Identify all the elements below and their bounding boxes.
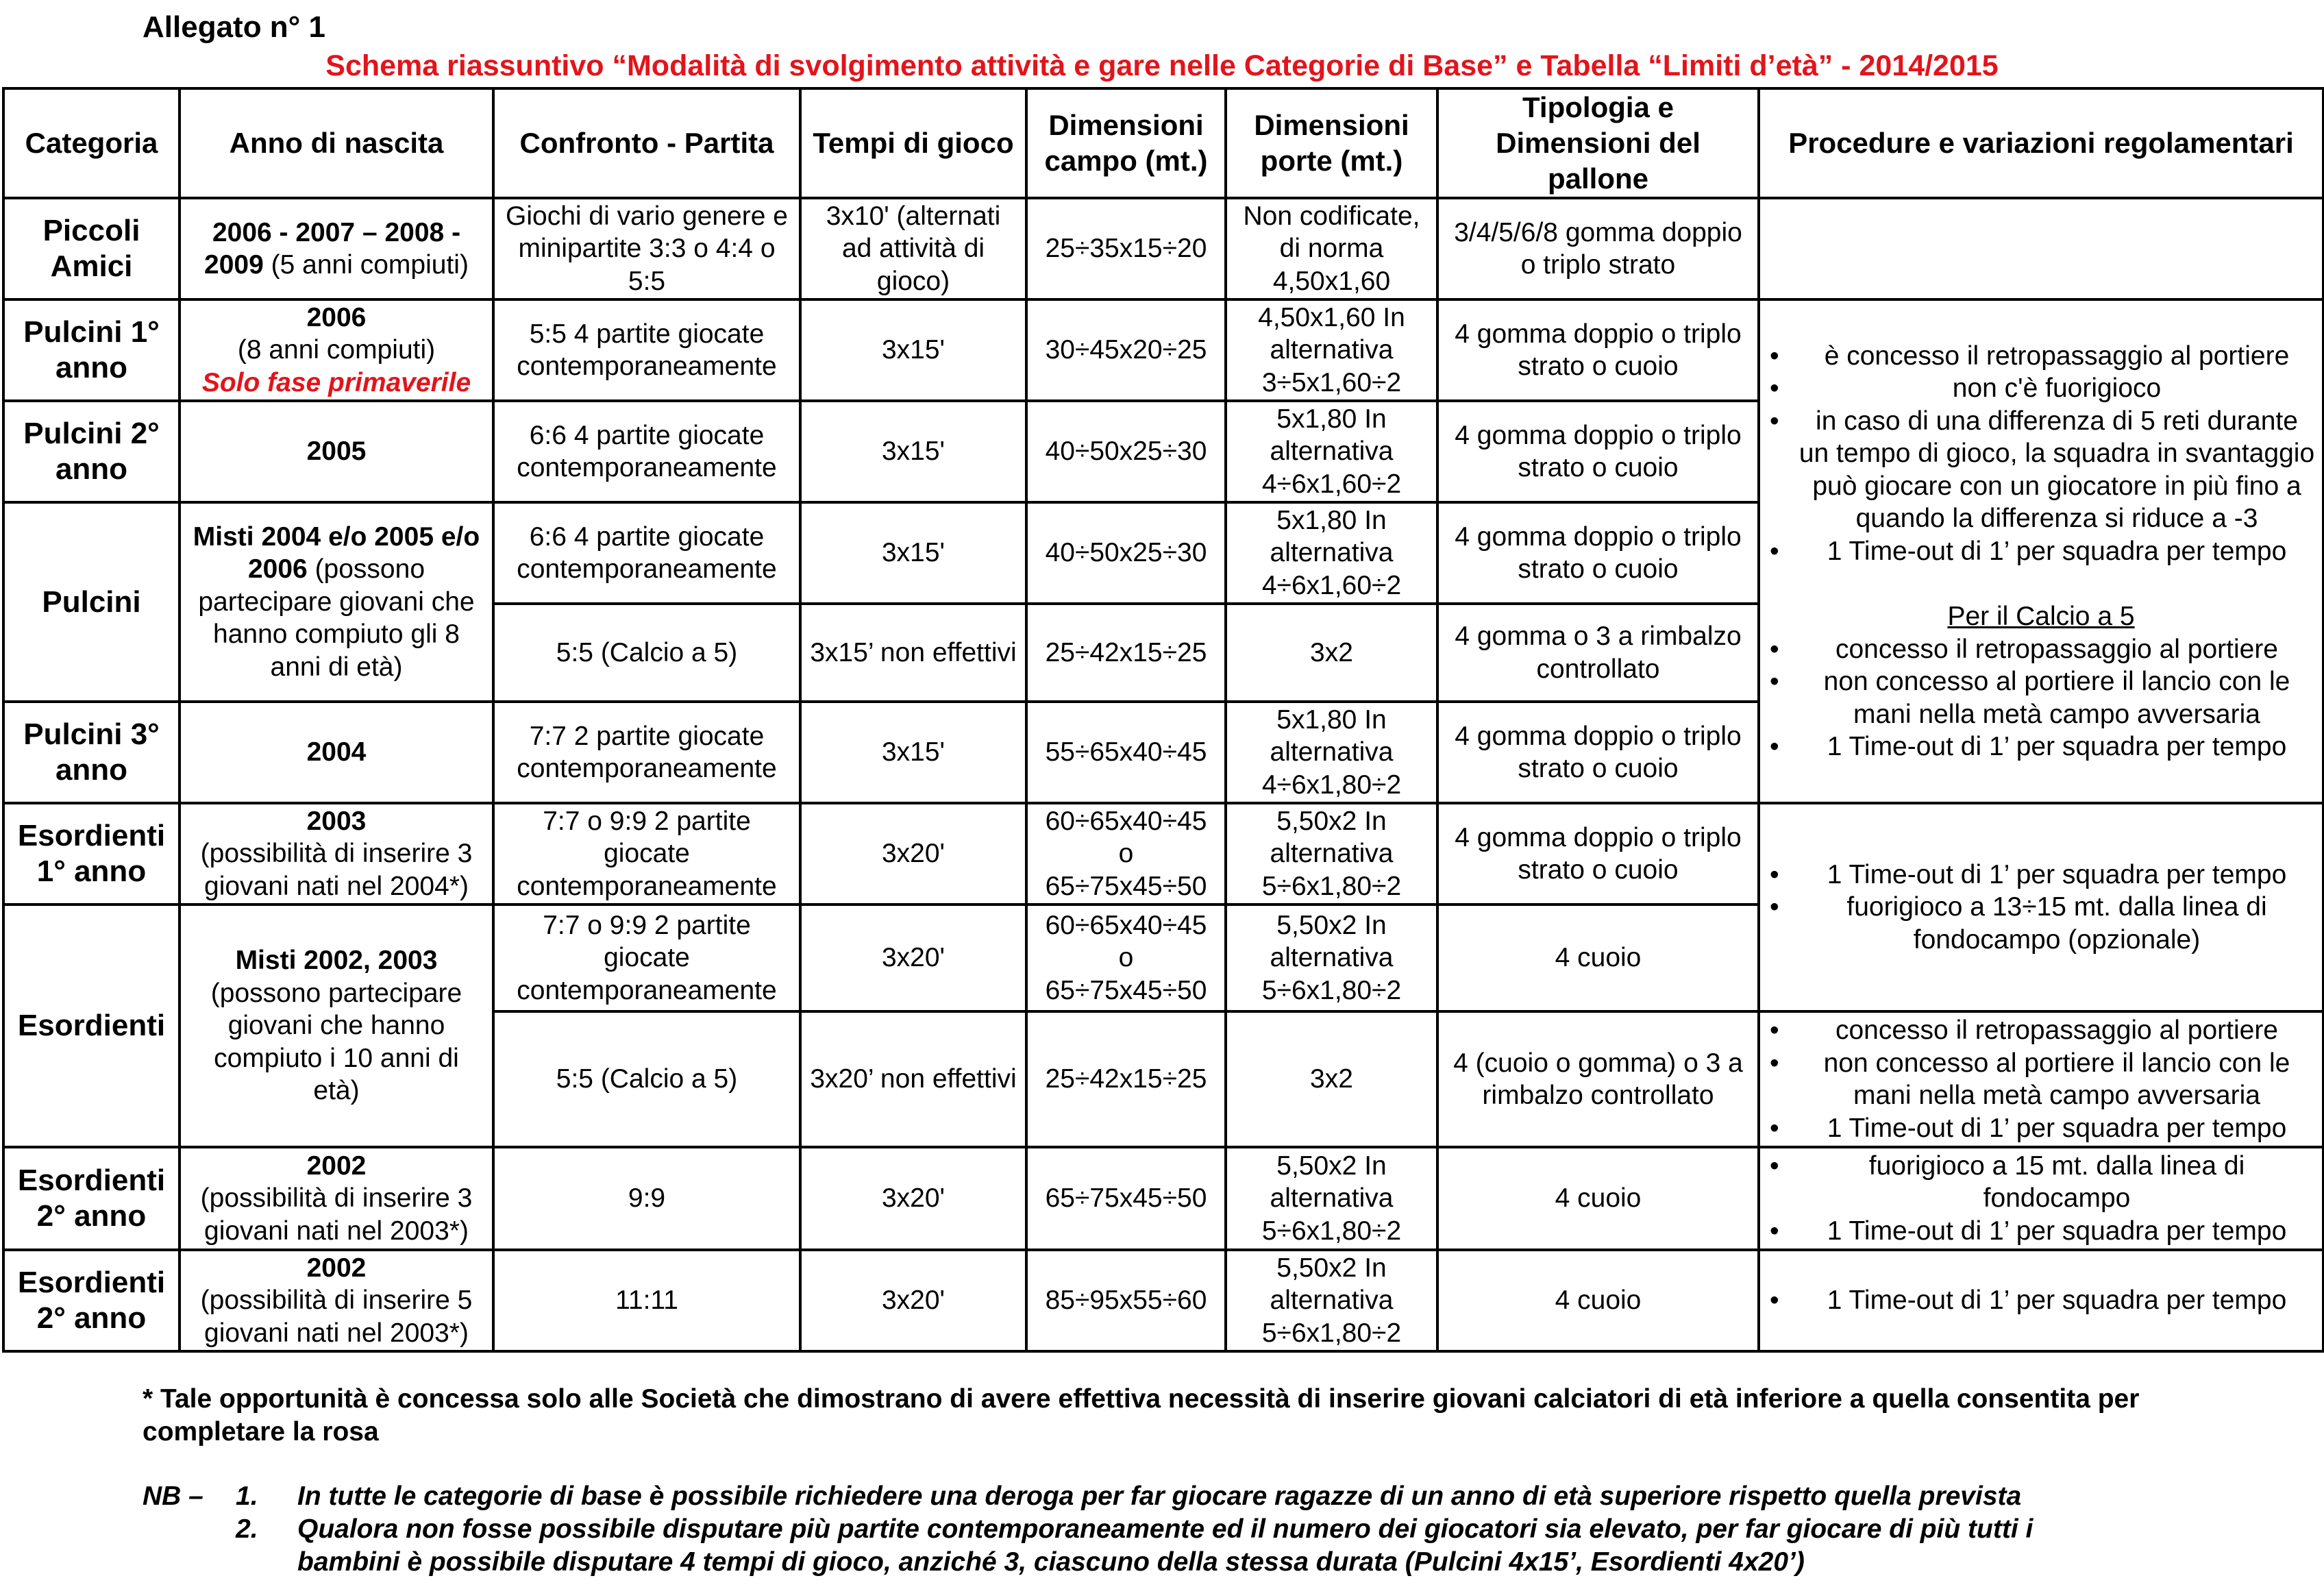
list-item: • non c'è fuorigioco — [1767, 372, 2315, 405]
cell-tempi: 3x20' — [800, 803, 1026, 905]
cell-porte: 4,50x1,60 In alternativa 3÷5x1,60÷2 — [1226, 299, 1437, 401]
cell-porte: 3x2 — [1226, 604, 1437, 702]
cell-anno — [180, 1250, 493, 1351]
cell-porte: 5,50x2 In alternativa 5÷6x1,80÷2 — [1226, 803, 1437, 905]
cell-tempi: 3x10' (alternati ad attività di gioco) — [800, 198, 1026, 299]
cell-campo: 60÷65x40÷45 o 65÷75x45÷50 — [1026, 803, 1226, 905]
table-row — [3, 1147, 2323, 1250]
nb-text: Qualora non fosse possibile disputare più partite contemporaneamente ed il numero dei giocatori sia elevato, per far giocare di più tutti i — [297, 1514, 2034, 1544]
cell-campo: 55÷65x40÷45 — [1026, 702, 1226, 803]
cell-pallone: 4 cuoio — [1437, 1147, 1759, 1250]
nb-text: In tutte le categorie di base è possibile richiedere una deroga per far giocare ragazze di un anno di età superiore rispetto quella prevista — [297, 1481, 2022, 1511]
procedure-list — [1767, 1284, 2315, 1317]
cell-campo: 60÷65x40÷45 o 65÷75x45÷50 — [1026, 905, 1226, 1011]
cell-confronto: 6:6 4 partite giocate contemporaneamente — [493, 502, 800, 604]
cell-campo: 25÷42x15÷25 — [1026, 604, 1226, 702]
list-item: • 1 Time-out di 1’ per squadra per tempo — [1767, 859, 2315, 891]
anno-years: 2006 — [306, 302, 367, 332]
header-campo: Dimensioni campo (mt.) — [1026, 88, 1226, 198]
cell-pallone: 4 gomma doppio o triplo strato o cuoio — [1437, 803, 1759, 905]
anno-note: (5 anni compiuti) — [263, 250, 469, 280]
cell-tempi: 3x15' — [800, 401, 1026, 502]
list-item: • 1 Time-out di 1’ per squadra per tempo — [1767, 535, 2315, 568]
list-item: • non concesso al portiere il lancio con le mani nella metà campo avversaria — [1767, 665, 2315, 730]
anno-years: 2006 - 2007 – 2008 - 2009 — [204, 217, 461, 280]
calcio5-label: Per il Calcio a 5 — [1947, 602, 2135, 631]
cell-confronto: 6:6 4 partite giocate contemporaneamente — [493, 401, 800, 502]
cell-categoria: Esordienti — [3, 905, 180, 1147]
list-item: • 1 Time-out di 1’ per squadra per tempo — [1767, 730, 2315, 763]
anno-note: (possibilità di inserire 5 giovani nati nel 2003*) — [200, 1285, 473, 1348]
nb-item — [143, 1513, 2033, 1579]
rules-table — [2, 87, 2324, 1353]
header-tempi: Tempi di gioco — [800, 88, 1026, 198]
cell-porte: 5x1,80 In alternativa 4÷6x1,60÷2 — [1226, 401, 1437, 502]
procedure-list — [1767, 633, 2315, 763]
cell-anno: 2004 — [180, 702, 493, 803]
cell-porte: 5x1,80 In alternativa 4÷6x1,60÷2 — [1226, 502, 1437, 604]
header-row — [3, 88, 2323, 198]
anno-note: (possibilità di inserire 3 giovani nati nel 2003*) — [200, 1183, 473, 1246]
cell-procedure-esordienti-c5 — [1759, 1011, 2323, 1147]
cell-pallone: 4 gomma doppio o triplo strato o cuoio — [1437, 502, 1759, 604]
cell-confronto: 5:5 (Calcio a 5) — [493, 604, 800, 702]
cell-pallone: 3/4/5/6/8 gomma doppio o triplo strato — [1437, 198, 1759, 299]
header-pallone: Tipologia e Dimensioni del pallone — [1437, 88, 1759, 198]
anno-years: Misti 2004 e/o 2005 e/o 2006 — [193, 521, 480, 585]
cell-categoria: Piccoli Amici — [3, 198, 180, 299]
cell-pallone: 4 gomma o 3 a rimbalzo controllato — [1437, 604, 1759, 702]
anno-years: 2002 — [306, 1253, 367, 1283]
cell-procedure-empty — [1759, 198, 2323, 299]
cell-pallone: 4 gomma doppio o triplo strato o cuoio — [1437, 401, 1759, 502]
cell-pallone: 4 cuoio — [1437, 1250, 1759, 1351]
cell-confronto: 7:7 o 9:9 2 partite giocate contemporaneamente — [493, 905, 800, 1011]
table-row — [3, 803, 2323, 905]
cell-categoria: Pulcini 1° anno — [3, 299, 180, 401]
list-item: • fuorigioco a 13÷15 mt. dalla linea di fondocampo (opzionale) — [1767, 891, 2315, 956]
procedure-list — [1767, 340, 2315, 568]
cell-porte: 5,50x2 In alternativa 5÷6x1,80÷2 — [1226, 905, 1437, 1011]
header-anno: Anno di nascita — [180, 88, 493, 198]
cell-confronto: Giochi di vario genere e minipartite 3:3 o 4:4 o 5:5 — [493, 198, 800, 299]
cell-tempi: 3x15' — [800, 502, 1026, 604]
cell-anno — [180, 299, 493, 401]
table-row — [3, 198, 2323, 299]
cell-anno — [180, 198, 493, 299]
anno-years: Misti 2002, 2003 — [235, 946, 438, 976]
cell-porte: 3x2 — [1226, 1011, 1437, 1147]
nb-number: 1. — [236, 1481, 258, 1511]
cell-porte: Non codificate, di norma 4,50x1,60 — [1226, 198, 1437, 299]
list-item: • concesso il retropassaggio al portiere — [1767, 633, 2315, 666]
anno-note: (8 anni compiuti) — [237, 335, 436, 365]
cell-anno: 2005 — [180, 401, 493, 502]
cell-confronto: 5:5 (Calcio a 5) — [493, 1011, 800, 1147]
cell-categoria: Esordienti 1° anno — [3, 803, 180, 905]
cell-procedure-esordienti2a — [1759, 1147, 2323, 1250]
list-item: • 1 Time-out di 1’ per squadra per tempo — [1767, 1284, 2315, 1317]
anno-note: (possono partecipare giovani che hanno compiuto i 10 anni di età) — [210, 978, 462, 1106]
cell-anno — [180, 1147, 493, 1250]
footnote: * Tale opportunità è concessa solo alle Società che dimostrano di avere effettiva necessità di inserire giovani calciatori di età inferiore a quella consentita per completare la rosa — [143, 1384, 2140, 1447]
cell-procedure-esordienti2b — [1759, 1250, 2323, 1351]
list-item: • concesso il retropassaggio al portiere — [1767, 1014, 2315, 1047]
nb-label: NB – — [143, 1481, 203, 1511]
cell-categoria: Pulcini 2° anno — [3, 401, 180, 502]
cell-confronto: 7:7 o 9:9 2 partite giocate contemporaneamente — [493, 803, 800, 905]
nb-number: 2. — [236, 1514, 258, 1544]
cell-campo: 85÷95x55÷60 — [1026, 1250, 1226, 1351]
cell-confronto: 9:9 — [493, 1147, 800, 1250]
cell-porte: 5,50x2 In alternativa 5÷6x1,80÷2 — [1226, 1250, 1437, 1351]
list-item: • in caso di una differenza di 5 reti durante un tempo di gioco, la squadra in svantaggio può giocare con un giocatore in più fino a quando la differenza si riduce a -3 — [1767, 405, 2315, 535]
cell-confronto: 11:11 — [493, 1250, 800, 1351]
header-procedure: Procedure e variazioni regolamentari — [1759, 88, 2323, 198]
cell-porte: 5,50x2 In alternativa 5÷6x1,80÷2 — [1226, 1147, 1437, 1250]
anno-note: (possibilità di inserire 3 giovani nati nel 2004*) — [200, 839, 473, 901]
cell-pallone: 4 gomma doppio o triplo strato o cuoio — [1437, 299, 1759, 401]
cell-tempi: 3x20' — [800, 1147, 1026, 1250]
cell-tempi: 3x20' — [800, 905, 1026, 1011]
cell-tempi: 3x20' — [800, 1250, 1026, 1351]
anno-highlight: Solo fase primaverile — [201, 367, 471, 397]
cell-anno — [180, 502, 493, 702]
cell-tempi: 3x15' — [800, 702, 1026, 803]
cell-anno — [180, 803, 493, 905]
cell-categoria: Pulcini 3° anno — [3, 702, 180, 803]
list-item: • fuorigioco a 15 mt. dalla linea di fondocampo — [1767, 1150, 2315, 1215]
table-row — [3, 1250, 2323, 1351]
document-subtitle: Schema riassuntivo “Modalità di svolgimento attività e gare nelle Categorie di Base” e Tabella “Limiti d’età” - 2014/2015 — [325, 49, 1999, 82]
cell-porte: 5x1,80 In alternativa 4÷6x1,80÷2 — [1226, 702, 1437, 803]
table-row — [3, 299, 2323, 401]
cell-categoria: Pulcini — [3, 502, 180, 702]
nb-notes — [143, 1480, 2033, 1579]
cell-campo: 25÷35x15÷20 — [1026, 198, 1226, 299]
procedure-list — [1767, 1150, 2315, 1248]
cell-tempi: 3x15' — [800, 299, 1026, 401]
anno-years: 2003 — [306, 806, 367, 836]
nb-text-continued: bambini è possibile disputare 4 tempi di gioco, anziché 3, ciascuno della stessa durata (Pulcini 4x15’, Esordienti 4x20’) — [297, 1547, 1805, 1577]
header-porte: Dimensioni porte (mt.) — [1226, 88, 1437, 198]
cell-tempi: 3x15’ non effettivi — [800, 604, 1026, 702]
cell-procedure-pulcini — [1759, 299, 2323, 803]
cell-confronto: 7:7 2 partite giocate contemporaneamente — [493, 702, 800, 803]
cell-campo: 40÷50x25÷30 — [1026, 401, 1226, 502]
list-item: • è concesso il retropassaggio al portiere — [1767, 340, 2315, 373]
cell-campo: 40÷50x25÷30 — [1026, 502, 1226, 604]
document-title: Allegato n° 1 — [143, 10, 325, 44]
cell-categoria: Esordienti 2° anno — [3, 1147, 180, 1250]
cell-campo: 30÷45x20÷25 — [1026, 299, 1226, 401]
list-item: • non concesso al portiere il lancio con le mani nella metà campo avversaria — [1767, 1047, 2315, 1112]
cell-anno — [180, 905, 493, 1147]
cell-confronto: 5:5 4 partite giocate contemporaneamente — [493, 299, 800, 401]
header-confronto: Confronto - Partita — [493, 88, 800, 198]
list-item: • 1 Time-out di 1’ per squadra per tempo — [1767, 1112, 2315, 1145]
cell-tempi: 3x20’ non effettivi — [800, 1011, 1026, 1147]
cell-categoria: Esordienti 2° anno — [3, 1250, 180, 1351]
cell-campo: 65÷75x45÷50 — [1026, 1147, 1226, 1250]
list-item: • 1 Time-out di 1’ per squadra per tempo — [1767, 1215, 2315, 1248]
procedure-list — [1767, 1014, 2315, 1144]
cell-procedure-esordienti — [1759, 803, 2323, 1011]
cell-pallone: 4 cuoio — [1437, 905, 1759, 1011]
cell-campo: 25÷42x15÷25 — [1026, 1011, 1226, 1147]
cell-pallone: 4 gomma doppio o triplo strato o cuoio — [1437, 702, 1759, 803]
procedure-list — [1767, 859, 2315, 957]
cell-pallone: 4 (cuoio o gomma) o 3 a rimbalzo controllato — [1437, 1011, 1759, 1147]
nb-item — [143, 1480, 2033, 1513]
anno-note: (possono partecipare giovani che hanno compiuto gli 8 anni di età) — [198, 554, 475, 682]
header-categoria: Categoria — [3, 88, 180, 198]
anno-years: 2002 — [306, 1151, 367, 1181]
